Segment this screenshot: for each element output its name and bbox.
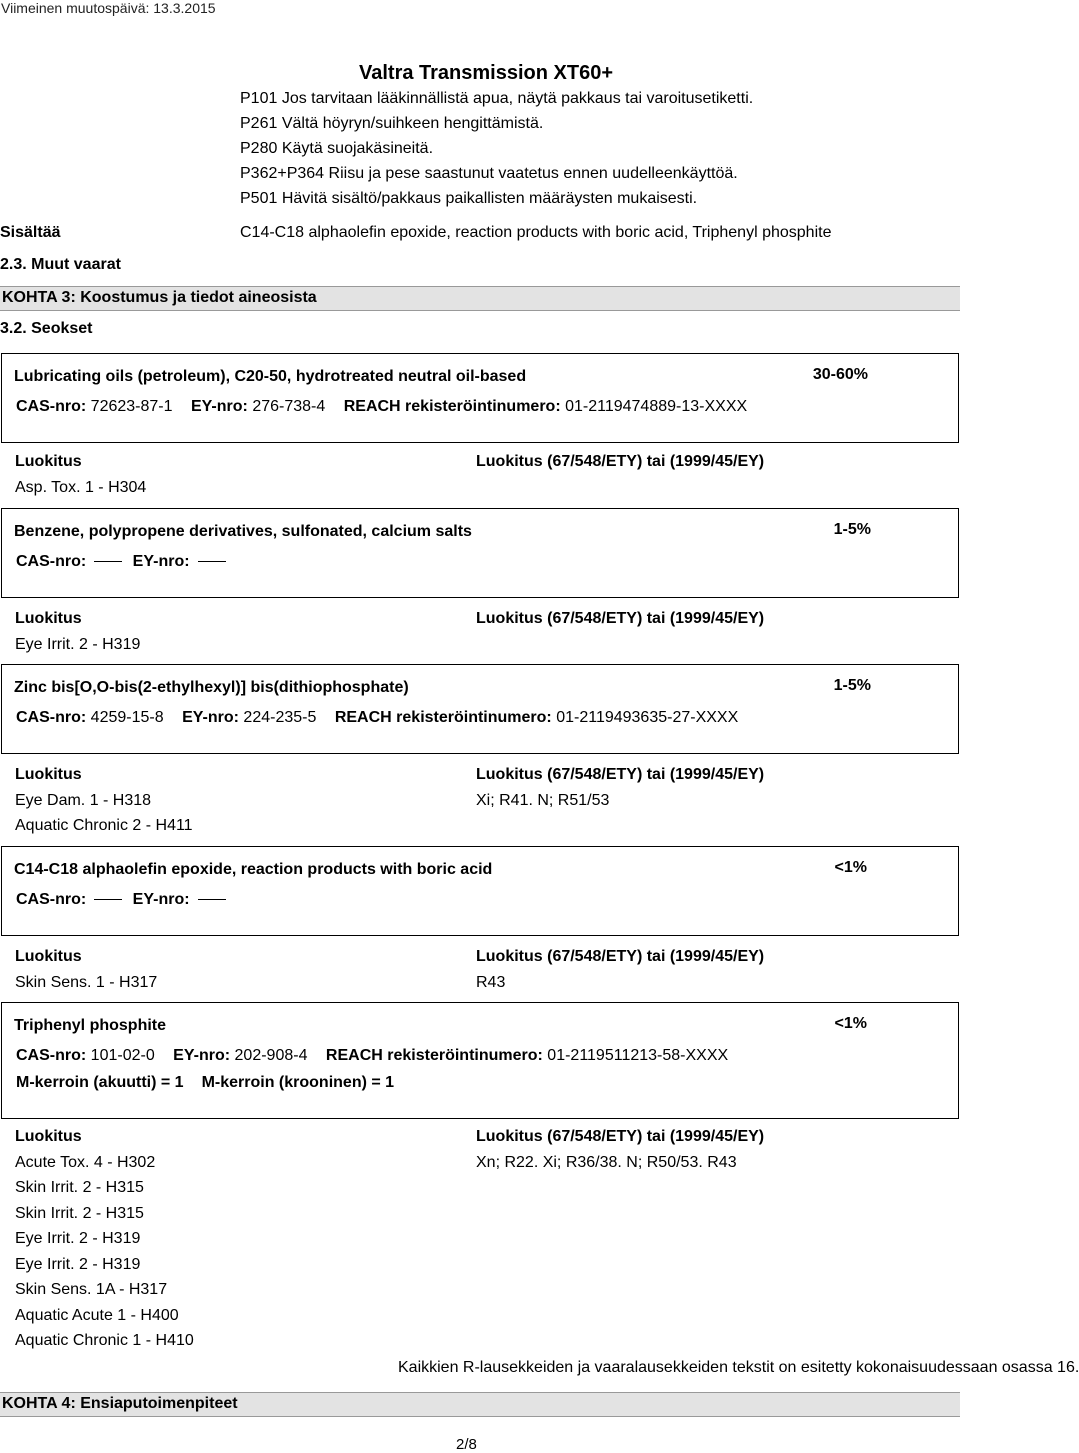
section-3-bar bbox=[0, 286, 960, 311]
substance-identifiers bbox=[16, 398, 747, 416]
substance-name: C14-C18 alphaolefin epoxide, reaction products with boric acid bbox=[14, 861, 493, 878]
substance-box bbox=[1, 508, 959, 598]
hazard-class: Eye Irrit. 2 - H319 bbox=[15, 1230, 141, 1247]
reach-label: REACH rekisteröintinumero: bbox=[325, 1047, 543, 1064]
classification-heading: Luokitus bbox=[15, 1128, 82, 1145]
cas-number: 4259-15-8 bbox=[90, 709, 164, 726]
empty-dash bbox=[94, 561, 122, 562]
ey-label: EY-nro: bbox=[132, 553, 190, 570]
m-factors bbox=[16, 1074, 394, 1092]
substance-box bbox=[1, 846, 959, 936]
ey-label: EY-nro: bbox=[132, 891, 190, 908]
dsd-classification bbox=[476, 762, 764, 813]
cas-number: 72623-87-1 bbox=[90, 398, 173, 415]
product-title: Valtra Transmission XT60+ bbox=[359, 62, 614, 84]
clp-classification bbox=[15, 606, 140, 657]
hazard-class: Eye Irrit. 2 - H319 bbox=[15, 635, 141, 653]
substance-identifiers bbox=[16, 553, 232, 571]
substance-name: Zinc bis[O,O-bis(2-ethylhexyl)] bis(dithiophosphate) bbox=[14, 679, 409, 696]
revision-date: Viimeinen muutospäivä: 13.3.2015 bbox=[1, 0, 216, 16]
substance-identifiers bbox=[16, 1047, 728, 1065]
cas-label: CAS-nro: bbox=[16, 553, 87, 570]
cas-number: 101-02-0 bbox=[90, 1047, 155, 1064]
substance-percent: 1-5% bbox=[833, 677, 871, 694]
precautionary-statement: P362+P364 Riisu ja pese saastunut vaatetus ennen uudelleenkäyttöä. bbox=[240, 165, 738, 182]
hazard-class: Skin Sens. 1A - H317 bbox=[15, 1281, 168, 1298]
risk-phrases: Xn; R22. Xi; R36/38. N; R50/53. R43 bbox=[476, 1153, 737, 1171]
substance-name: Lubricating oils (petroleum), C20-50, hydrotreated neutral oil-based bbox=[14, 368, 527, 385]
reach-label: REACH rekisteröintinumero: bbox=[334, 709, 552, 726]
hazard-class: Asp. Tox. 1 - H304 bbox=[15, 478, 147, 496]
m-factor-chronic: M-kerroin (krooninen) = 1 bbox=[201, 1074, 395, 1091]
classification-heading: Luokitus bbox=[15, 948, 82, 965]
substance-name: Triphenyl phosphite bbox=[14, 1017, 167, 1034]
empty-dash bbox=[94, 899, 122, 900]
section-4-title: KOHTA 4: Ensiaputoimenpiteet bbox=[2, 1395, 238, 1412]
precautionary-statement: P280 Käytä suojakäsineitä. bbox=[240, 140, 434, 157]
hazard-class: Acute Tox. 4 - H302 bbox=[15, 1153, 156, 1171]
footnote: Kaikkien R-lausekkeiden ja vaaralausekkeiden tekstit on esitetty kokonaisuudessaan osassa 16. bbox=[398, 1359, 1079, 1376]
substance-box bbox=[1, 353, 959, 443]
substance-name: Benzene, polypropene derivatives, sulfonated, calcium salts bbox=[14, 523, 472, 540]
hazard-class: Skin Irrit. 2 - H315 bbox=[15, 1204, 144, 1222]
reach-number: 01-2119474889-13-XXXX bbox=[565, 398, 748, 415]
substance-box bbox=[1, 664, 959, 754]
hazard-class: Aquatic Chronic 1 - H410 bbox=[15, 1332, 194, 1349]
clp-classification bbox=[15, 944, 157, 995]
page-number: 2/8 bbox=[456, 1436, 477, 1453]
section-3-title: KOHTA 3: Koostumus ja tiedot aineosista bbox=[2, 289, 317, 306]
ey-label: EY-nro: bbox=[190, 398, 248, 415]
hazard-class: Skin Sens. 1 - H317 bbox=[15, 973, 158, 991]
section-4-bar bbox=[0, 1392, 960, 1417]
classification-heading: Luokitus (67/548/ETY) tai (1999/45/EY) bbox=[476, 610, 765, 627]
section-2-3-heading: 2.3. Muut vaarat bbox=[0, 256, 121, 273]
contains-label: Sisältää bbox=[0, 224, 61, 241]
classification-heading: Luokitus (67/548/ETY) tai (1999/45/EY) bbox=[476, 948, 765, 965]
ey-number: 276-738-4 bbox=[252, 398, 326, 415]
hazard-class: Aquatic Acute 1 - H400 bbox=[15, 1306, 179, 1324]
classification-heading: Luokitus bbox=[15, 766, 82, 783]
cas-label: CAS-nro: bbox=[16, 709, 87, 726]
section-3-2-heading: 3.2. Seokset bbox=[0, 320, 93, 337]
precautionary-statement: P501 Hävitä sisältö/pakkaus paikallisten määräysten mukaisesti. bbox=[240, 190, 698, 207]
substance-percent: <1% bbox=[834, 1015, 867, 1032]
m-factor-acute: M-kerroin (akuutti) = 1 bbox=[16, 1074, 184, 1091]
classification-heading: Luokitus bbox=[15, 453, 82, 470]
risk-phrases: Xi; R41. N; R51/53 bbox=[476, 791, 610, 809]
empty-dash bbox=[198, 899, 226, 900]
empty-dash bbox=[198, 561, 226, 562]
hazard-class: Eye Dam. 1 - H318 bbox=[15, 791, 152, 809]
classification-heading: Luokitus (67/548/ETY) tai (1999/45/EY) bbox=[476, 453, 765, 470]
substance-percent: <1% bbox=[834, 859, 867, 876]
precautionary-statement: P261 Vältä höyryn/suihkeen hengittämistä. bbox=[240, 115, 544, 132]
substance-box bbox=[1, 1002, 959, 1119]
classification-heading: Luokitus (67/548/ETY) tai (1999/45/EY) bbox=[476, 1128, 765, 1145]
ey-label: EY-nro: bbox=[173, 1047, 231, 1064]
ey-label: EY-nro: bbox=[182, 709, 239, 726]
classification-heading: Luokitus bbox=[15, 610, 82, 627]
reach-number: 01-2119511213-58-XXXX bbox=[547, 1047, 729, 1064]
substance-identifiers bbox=[16, 709, 738, 727]
reach-label: REACH rekisteröintinumero: bbox=[343, 398, 561, 415]
ey-number: 202-908-4 bbox=[234, 1047, 308, 1064]
hazard-class: Skin Irrit. 2 - H315 bbox=[15, 1179, 144, 1196]
classification-heading: Luokitus (67/548/ETY) tai (1999/45/EY) bbox=[476, 766, 765, 783]
reach-number: 01-2119493635-27-XXXX bbox=[556, 709, 739, 726]
clp-classification bbox=[15, 1124, 194, 1354]
clp-classification bbox=[15, 762, 193, 839]
hazard-class: Aquatic Chronic 2 - H411 bbox=[15, 817, 193, 834]
cas-label: CAS-nro: bbox=[16, 1047, 87, 1064]
dsd-classification bbox=[476, 449, 764, 475]
precautionary-statement: P101 Jos tarvitaan lääkinnällistä apua, näytä pakkaus tai varoitusetiketti. bbox=[240, 90, 754, 107]
substance-percent: 30-60% bbox=[812, 366, 868, 383]
ey-number: 224-235-5 bbox=[243, 709, 317, 726]
substance-percent: 1-5% bbox=[833, 521, 871, 538]
clp-classification bbox=[15, 449, 146, 500]
contains-value: C14-C18 alphaolefin epoxide, reaction products with boric acid, Triphenyl phosphite bbox=[240, 224, 832, 241]
cas-label: CAS-nro: bbox=[16, 891, 87, 908]
dsd-classification bbox=[476, 606, 764, 632]
hazard-class: Eye Irrit. 2 - H319 bbox=[15, 1255, 141, 1273]
cas-label: CAS-nro: bbox=[16, 398, 87, 415]
dsd-classification bbox=[476, 1124, 764, 1175]
risk-phrases: R43 bbox=[476, 973, 506, 991]
dsd-classification bbox=[476, 944, 764, 995]
substance-identifiers bbox=[16, 891, 232, 909]
